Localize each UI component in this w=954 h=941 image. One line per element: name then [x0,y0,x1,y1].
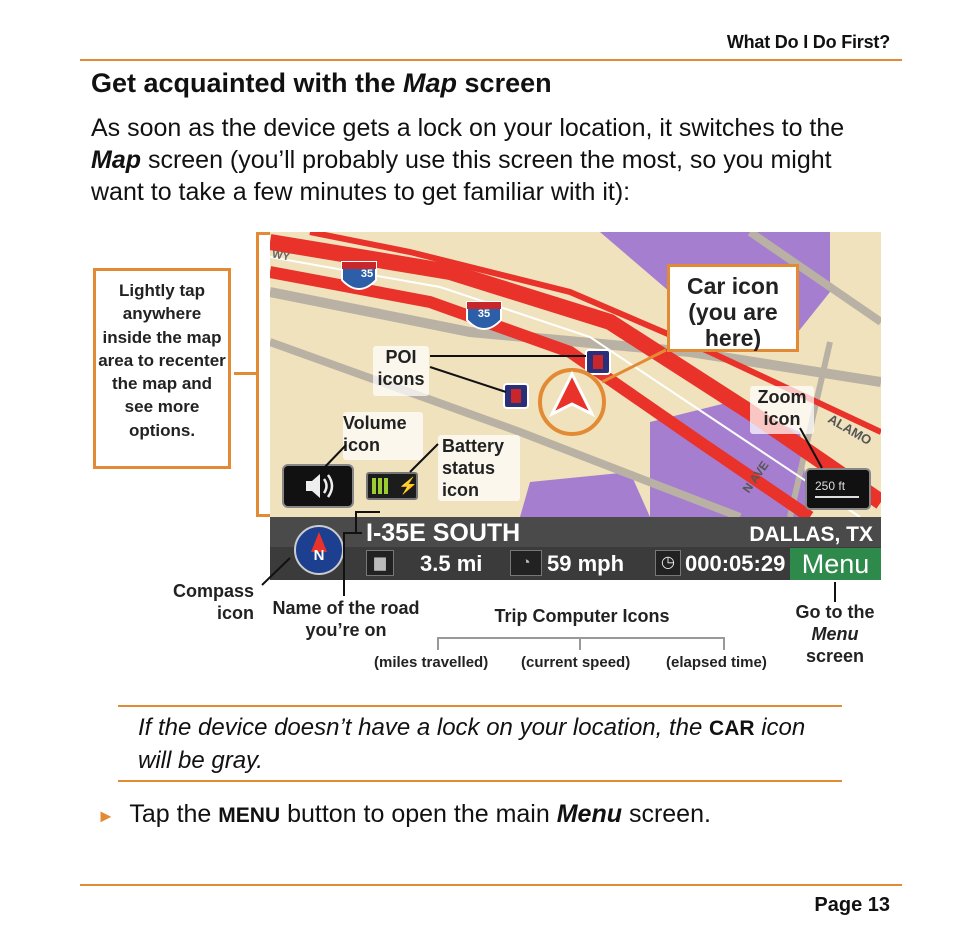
volume-callout: Volume icon [343,412,423,460]
poi-callout: POI icons [373,346,429,396]
city-name: DALLAS, TX [749,523,873,546]
note-rule-bottom [118,780,842,782]
shield-label-2: 35 [477,308,491,320]
section-title: Get acquainted with the Map screen [91,68,552,98]
charging-bolt-icon: ⚡ [398,478,418,495]
compass-icon[interactable] [294,525,344,575]
clock-icon: ◷ [655,550,681,576]
car-icon-callout: Car icon (you are here) [667,264,799,352]
header-rule [80,59,902,61]
compass-callout: Compass icon [172,581,254,623]
zoom-scale-label: 250 ft [815,479,846,493]
menu-callout-line-3: screen [805,646,865,666]
trip-computer-callout: Trip Computer Icons [494,606,670,626]
running-head: What Do I Do First? [726,32,890,52]
menu-callout [785,601,885,667]
recenter-callout: Lightly tap anywhere inside the map area to recenter the map and see more options. [93,268,231,469]
speed-value: 59 mph [547,551,625,576]
elapsed-value: 000:05:29 [685,551,786,576]
recenter-connector [234,372,258,375]
shield-label-1: 35 [360,268,374,280]
footer-rule [80,884,902,886]
recenter-bracket [256,232,259,517]
car-trip-icon: ▆ [366,550,394,576]
street-label-1: WY [271,248,291,264]
compass-letter: N [313,547,325,564]
road-name: I-35E SOUTH [366,519,521,547]
miles-callout: (miles travelled) [374,654,489,671]
intro-paragraph: As soon as the device gets a lock on your location, it switches to the Map screen (you’ll probably use this screen the most, so you might want to take a few minutes to get familiar with it): [91,114,845,206]
menu-button[interactable]: Menu [790,548,881,580]
menu-callout-line-1: Go to the [795,602,875,622]
road-name-callout: Name of the road you’re on [272,598,420,640]
bullet-arrow-icon: ► [97,806,115,826]
street-label-3: N AVE [739,458,772,496]
map-area[interactable] [270,232,881,517]
battery-callout: Battery status icon [438,435,520,501]
elapsed-callout: (elapsed time) [666,654,767,671]
note-rule-top [118,705,842,707]
note-text: If the device doesn’t have a lock on your location, the CAR icon will be gray. [138,714,806,774]
menu-callout-line-2: Menu [811,624,859,644]
speed-callout: (current speed) [521,654,631,671]
recenter-bracket-bottom [256,514,270,517]
page-number: Page 13 [814,894,890,916]
status-bar [270,517,881,580]
zoom-callout: Zoom icon [750,386,814,434]
speedometer-icon: ◔ [510,550,542,576]
step-instruction: ► Tap the MENU button to open the main Menu screen. [97,800,711,828]
distance-value: 3.5 mi [420,551,483,576]
street-label-2: ALAMO [825,411,875,448]
